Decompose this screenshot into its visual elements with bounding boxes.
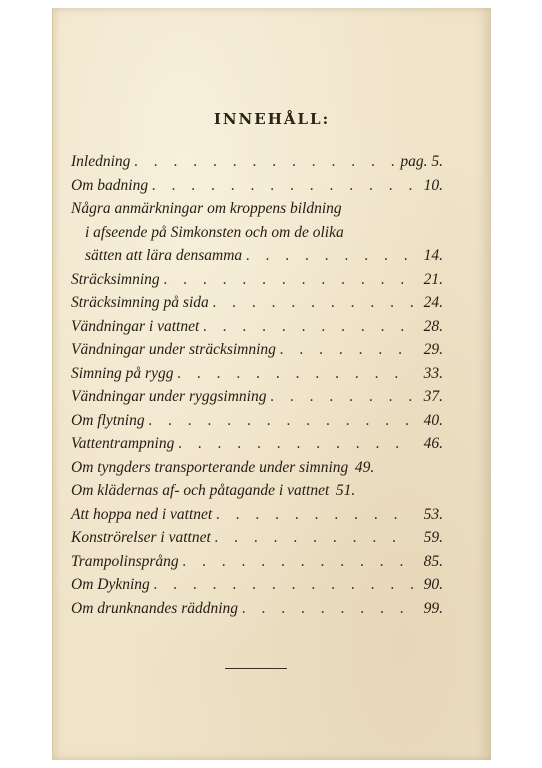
toc-entry-label: Sträcksimning [71,270,160,288]
toc-entry-page: 37. [423,388,443,405]
closing-rule [225,668,287,669]
toc-entry-label: Inledning [71,153,131,170]
toc-entry [71,388,443,412]
leader-dots [183,553,413,571]
toc-entry-label: Simning på rygg [71,364,174,382]
toc-entry-label: Om tyngders transporterande under simning [71,458,349,476]
toc-entry-page: 46. [423,435,443,452]
toc-entry-page: 29. [423,341,443,358]
toc-entry-continuation [71,224,443,248]
toc-entry-label: Trampolinsprång [71,552,179,570]
toc-entry [71,553,443,577]
leader-dots [215,529,413,547]
toc-entry [71,177,443,201]
toc-entry-page: 24. [423,294,443,311]
toc-entry [71,412,443,436]
toc-entry [71,576,443,600]
page-title: INNEHÅLL: [213,110,331,128]
toc-entry [71,435,443,459]
leader-dots [213,294,413,312]
leader-dots [246,247,413,265]
toc-entry-page: 40. [423,411,443,429]
toc-entry [71,365,443,389]
toc-entry [71,318,443,342]
toc-entry-label: Om badning [71,176,149,194]
toc-entry-label: Vändningar i vattnet [71,317,200,335]
leader-dots [154,576,413,594]
toc-entry-continuation [71,247,443,271]
toc-entry-page: 28. [423,317,443,335]
toc-entry-label: Vändningar under sträcksimning [71,341,276,358]
toc-entry-page: pag. 5. [400,153,443,170]
toc-entry-page: 33. [423,364,443,382]
toc-entry-label: Om Dykning [71,576,150,593]
toc-entry-page: 49. [354,458,375,476]
leader-dots [203,318,413,336]
toc-entry [71,506,443,530]
toc-entry-label: Några anmärkningar om kroppens bildning [71,200,342,217]
leader-dots [216,506,413,524]
toc-entry-page: 21. [423,270,443,288]
toc-entry-page: 10. [423,176,443,194]
toc-entry-page: 59. [423,529,443,546]
toc-entry-label: Vattentrampning [71,435,175,452]
toc-entry-label: i afseende på Simkonsten och om de olika [85,223,344,241]
toc-entry-label: Om flytning [71,411,145,429]
toc-entry [71,271,443,295]
leader-dots [177,365,413,383]
toc-entry-label: sätten att lära densamma [85,247,243,264]
toc-entry-page: 51. [335,482,356,499]
toc-entry-label: Konströrelser i vattnet [71,529,211,546]
toc-entry-label: Att hoppa ned i vattnet [71,505,213,523]
toc-entry-page: 90. [423,576,443,593]
toc-entry-page: 14. [423,247,443,264]
leader-dots [164,271,413,289]
toc-entry [71,459,443,483]
toc-entry-label: Vändningar under ryggsimning [71,388,267,405]
toc-entry-page: 53. [423,505,443,523]
leader-dots [152,177,413,195]
table-of-contents [71,153,443,623]
leader-dots [134,153,396,171]
toc-entry-page: 85. [423,552,443,570]
toc-entry [71,600,443,624]
toc-entry [71,341,443,365]
leader-dots [178,435,413,453]
leader-dots [242,600,413,618]
toc-entry [71,294,443,318]
toc-entry [71,482,443,506]
toc-entry [71,529,443,553]
toc-entry-label: Om drunknandes räddning [71,599,239,617]
toc-entry-page: 99. [423,599,443,617]
toc-entry-label: Om klädernas af- och påtagande i vattnet [71,482,330,499]
leader-dots [149,412,413,430]
book-page [52,8,491,760]
leader-dots [270,388,413,406]
toc-entry [71,153,443,177]
toc-entry [71,200,443,224]
toc-entry-label: Sträcksimning på sida [71,294,209,311]
leader-dots [280,341,413,359]
